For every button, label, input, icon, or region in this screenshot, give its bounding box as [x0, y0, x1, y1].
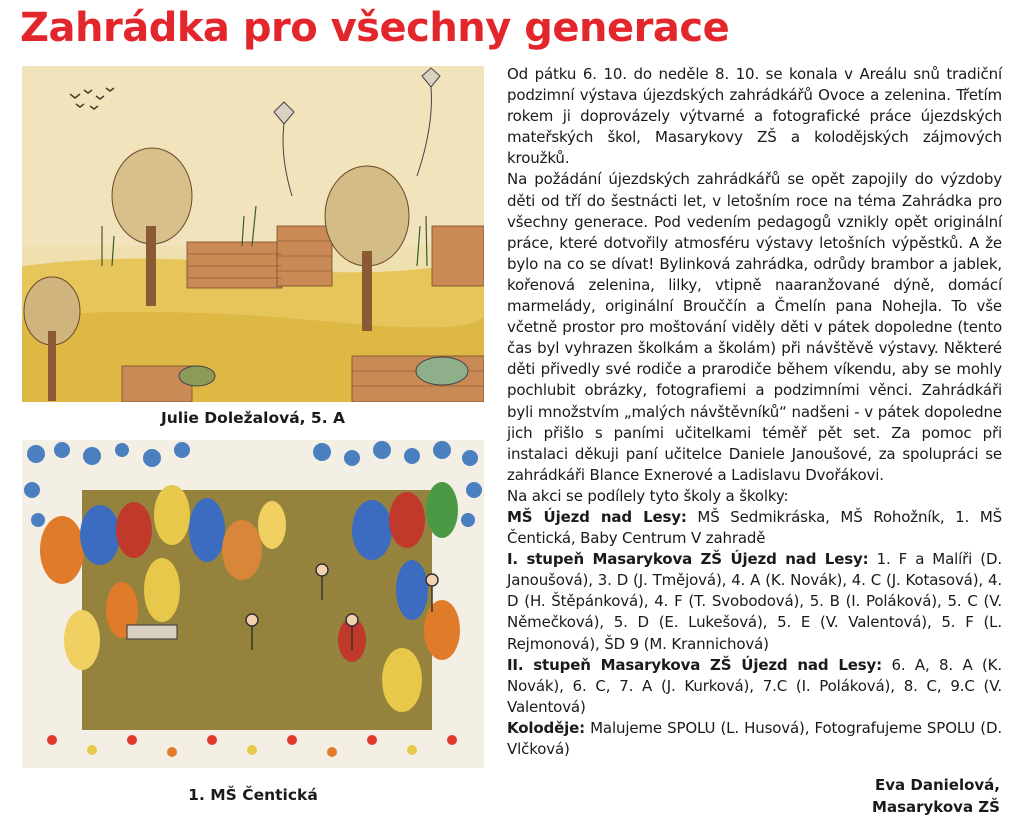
garden-drawing-image: [22, 66, 484, 402]
group-list: Malujeme SPOLU (L. Husová), Fotografujeme SPOLU (D. Vlčková): [507, 718, 1002, 758]
group-heading: II. stupeň Masarykova ZŠ Újezd nad Lesy:: [507, 655, 883, 674]
figure-caption: 1. MŠ Čentická: [188, 786, 318, 804]
author-signature: [872, 774, 1000, 818]
author-name: Eva Danielová,: [875, 776, 1000, 794]
group-heading: Koloděje:: [507, 718, 585, 737]
article-body: [507, 64, 1002, 760]
author-school: Masarykova ZŠ: [872, 798, 1000, 816]
group-list: MŠ Sedmikráska, MŠ Rohožník, 1. MŠ Čentická, Baby Centrum V zahradě: [507, 507, 1002, 548]
participant-group: [507, 549, 1002, 654]
paragraph: Na akci se podílely tyto školy a školky:: [507, 486, 789, 505]
participant-group: [507, 718, 1002, 760]
autumn-collage-image: [22, 440, 484, 768]
paragraph: Na požádání újezdských zahrádkářů se opět zapojily do výzdoby děti od tří do šestnácti let, v letošním roce na téma Zahrádka pro všechny generace. Pod vedením pedagogů vznikly opět originální práce, které dotvořily atmosféru výstavy letošních výpěstků. A že bylo na co se dívat! Bylinková zahrádka, odrůdy brambor a jablek, kořenová zelenina, lilky, vtipně naaranžované dýně, domácí marmelády, originální Brouččín a Čmelín pana Nohejla. To vše včetně prostor pro moštování viděly děti v pátek dopoledne (tento čas byl vyhrazen školkám a školám) při návštěvě výstavy. Některé děti přivedly své rodiče a prarodiče během víkendu, aby se mohly pochlubit obrázky, fotografiemi a podzimními věnci. Zahrádkáři byli množstvím „malých návštěvníků“ nadšeni - v pátek dopoledne jich přišlo s paními učitelkami téměř pět set. Za pomoc při instalaci děkuji paní učitelce Daniele Janoušové, za spolupráci se zahrádkáři Blance Exnerové a Ladislavu Dvořákovi.: [507, 170, 1002, 484]
figure-caption: Julie Doležalová, 5. A: [160, 409, 346, 427]
participant-group: [507, 655, 1002, 718]
group-heading: MŠ Újezd nad Lesy:: [507, 507, 687, 526]
article-headline: Zahrádka pro všechny generace: [20, 5, 730, 51]
group-list: 6. A, 8. A (K. Novák), 6. C, 7. A (J. Kurková), 7.C (I. Poláková), 8. C, 9.C (V. Valentová): [507, 655, 1002, 716]
participant-group: [507, 507, 1002, 549]
group-heading: I. stupeň Masarykova ZŠ Újezd nad Lesy:: [507, 550, 869, 569]
paragraph: Od pátku 6. 10. do neděle 8. 10. se konala v Areálu snů tradiční podzimní výstava újezdských zahrádkářů Ovoce a zelenina. Třetím rokem ji doprovázely výtvarné a fotografické práce újezdských mateřských škol, Masarykovy ZŠ a kolodějských zájmových kroužků.: [507, 65, 1002, 168]
group-list: 1. F a Malíři (D. Janoušová), 3. D (J. Tmějová), 4. A (K. Novák), 4. C (J. Kotasová), 4. D (H. Štěpánková), 4. F (T. Svobodová), 5. B (I. Poláková), 5. C (V. Němečková), 5. D (E. Lukešová), 5. E (V. Valentová), 5. F (L. Rejmonová), ŠD 9 (M. Krannichová): [507, 550, 1002, 653]
